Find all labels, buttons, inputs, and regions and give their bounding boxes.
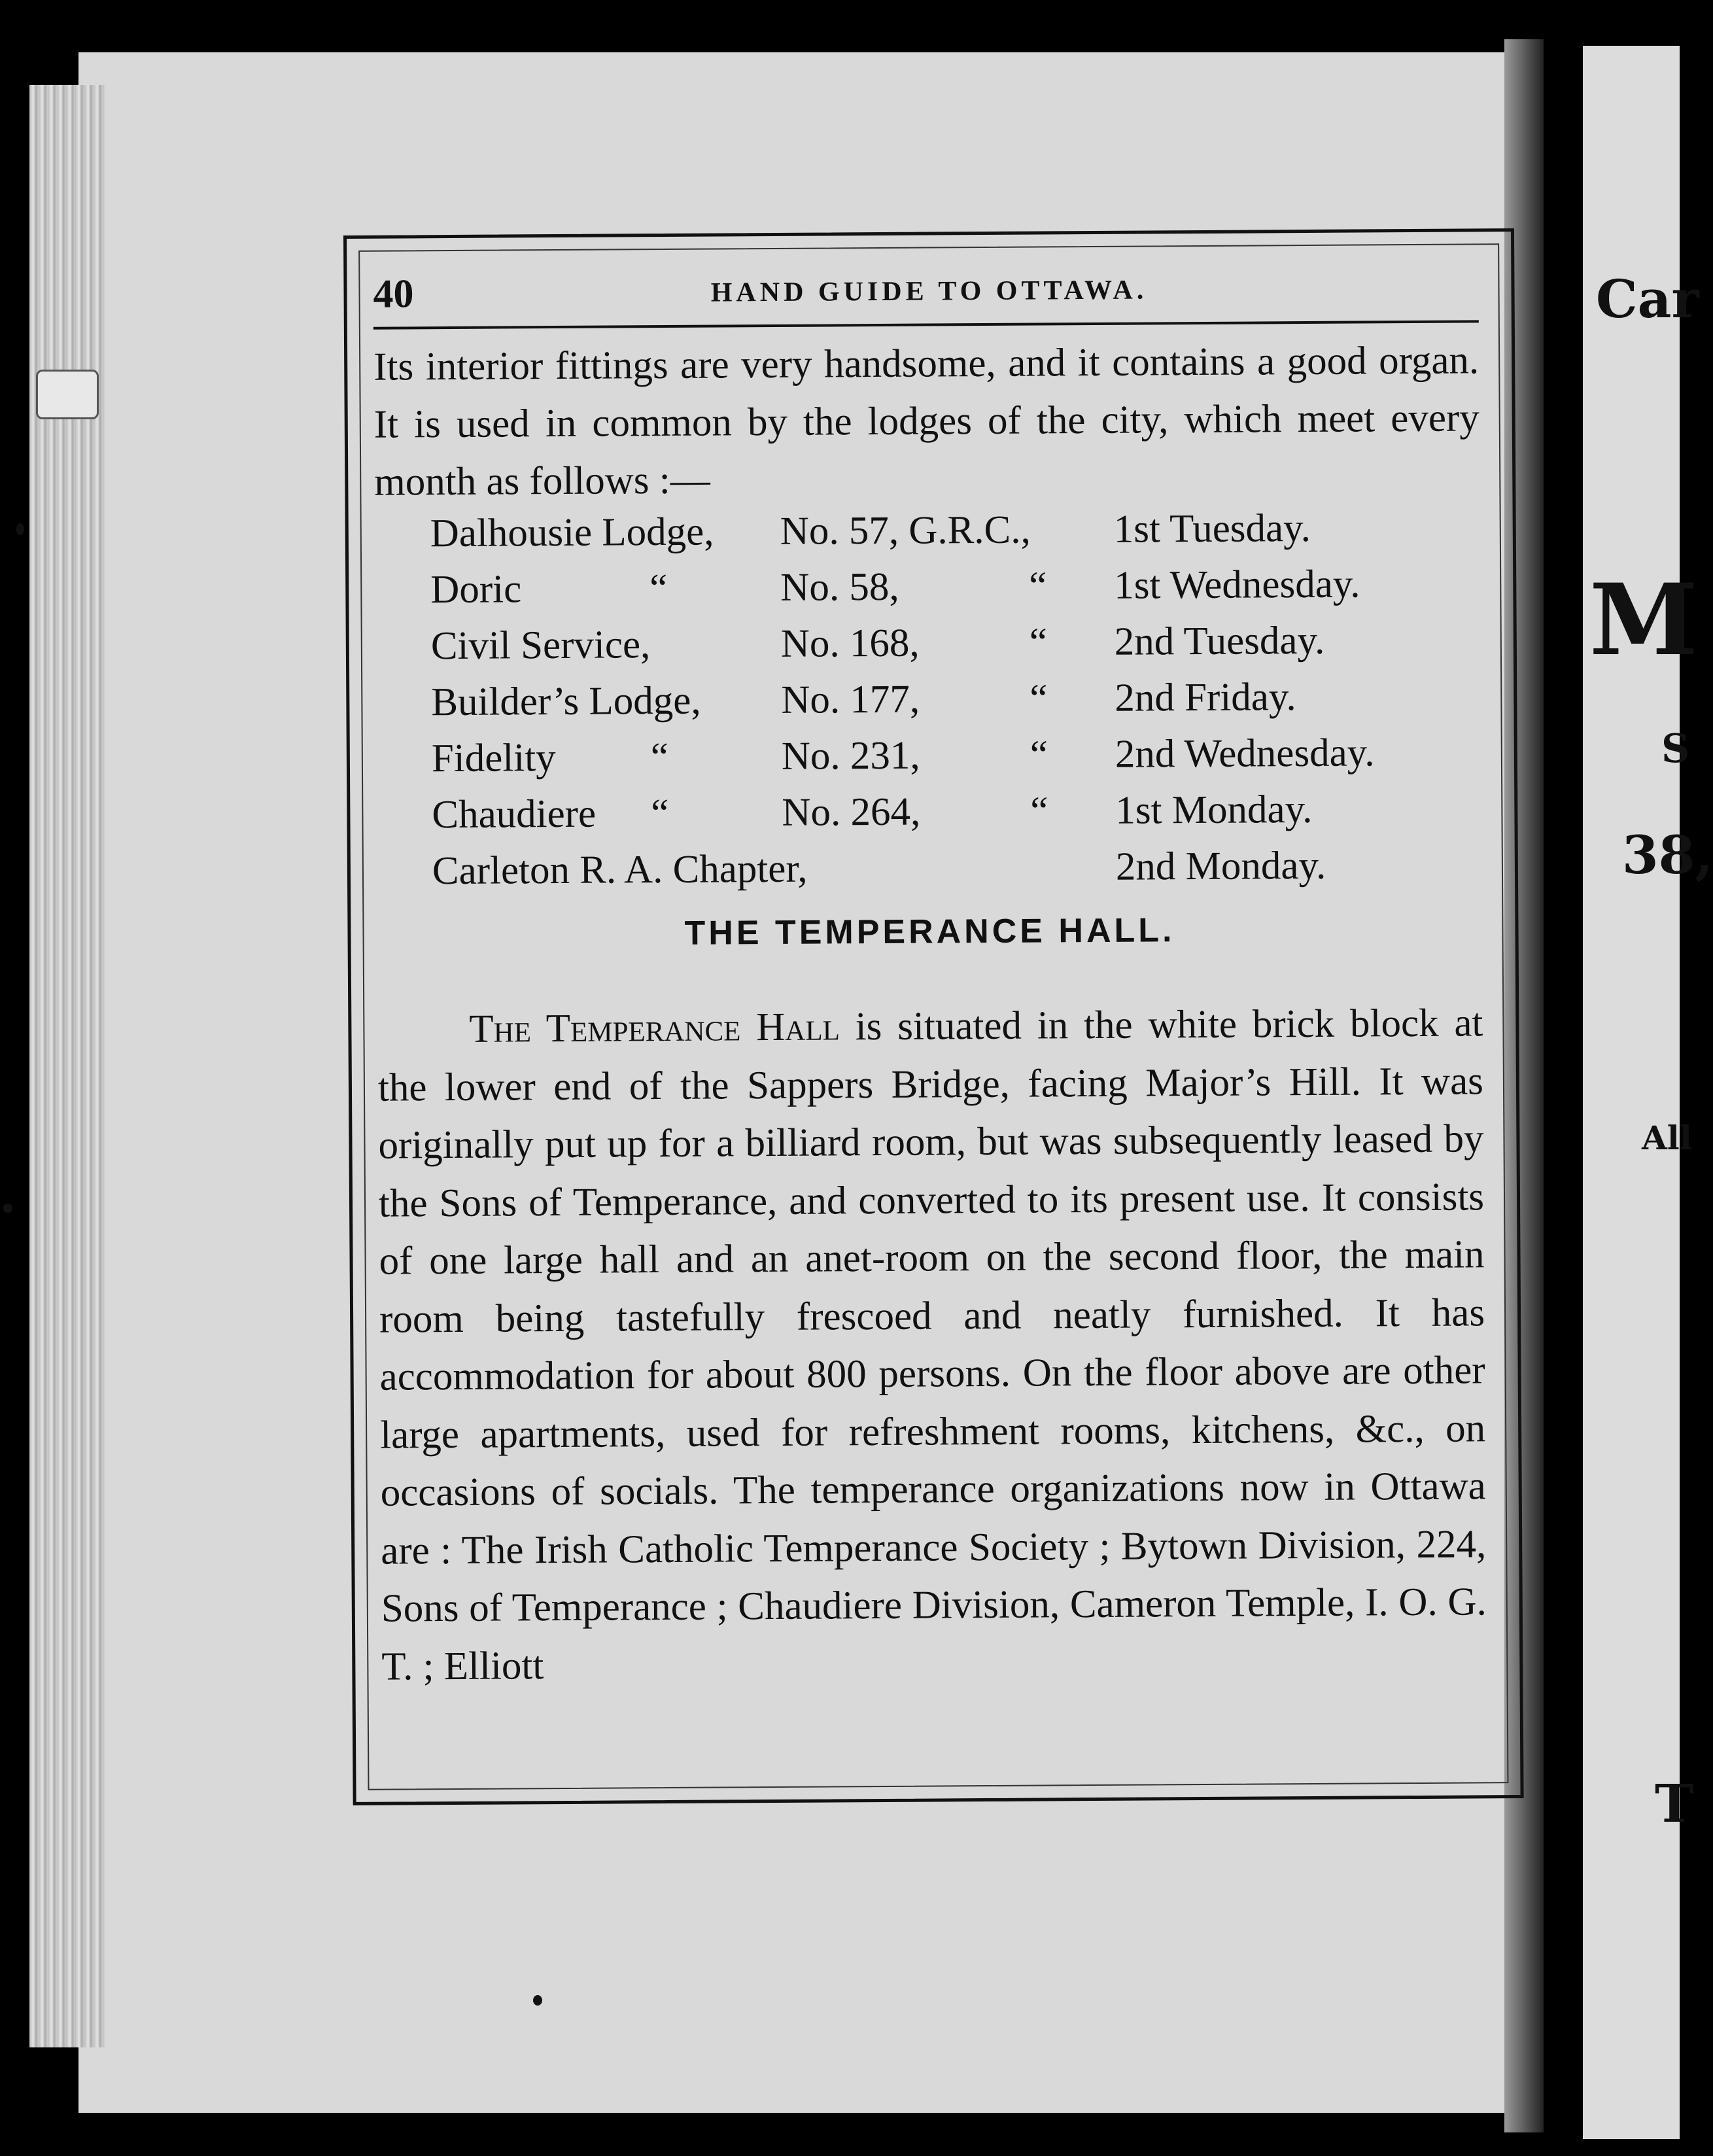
ditto-mark: “: [1029, 564, 1047, 608]
text-block: [373, 258, 1487, 1735]
facing-page-edge: [1583, 46, 1713, 2139]
lodge-name: Doric: [430, 567, 522, 612]
page-header: [373, 258, 1479, 329]
ditto-mark: “: [1029, 620, 1048, 665]
lodge-row: [375, 504, 1480, 567]
temperance-hall-paragraph: [377, 994, 1487, 1695]
lodge-schedule: [375, 504, 1483, 905]
scan-speck: [533, 1995, 542, 2006]
ditto-mark: “: [1030, 676, 1048, 721]
lodge-name: Builder’s Lodge,: [431, 678, 701, 725]
scan-speck: [16, 523, 24, 535]
lodge-name: Civil Service,: [430, 623, 651, 669]
lodge-row: [376, 786, 1481, 848]
lodge-number: No. 168,: [780, 621, 920, 666]
meeting-day: 1st Wednesday.: [1114, 562, 1360, 608]
lodge-name: Fidelity: [431, 736, 556, 781]
facing-fragment-5: All: [1642, 1119, 1692, 1157]
meeting-day: 2nd Friday.: [1115, 675, 1296, 720]
facing-fragment-2: M: [1589, 563, 1699, 678]
paragraph-body: is situated in the white brick block at the lower end of the Sappers Bridge, facing Major’s Hill. It was originally put up for a billiard room, but was subsequently leased by the Sons of Temperance, and converted to its present use. It consists of one large hall and an anet-room on the second floor, the main room being tastefully frescoed and neatly furnished. It has accommodation for about 800 persons. On the floor above are other large apartments, used for refreshment rooms, kitchens, &c., on occasions of socials. The temperance organizations now in Ottawa are : The Irish Catholic Temperance Society ; Bytown Division, 224, Sons of Temperance ; Chaudiere Division, Cameron Temple, I. O. G. T. ; Elliott: [377, 1001, 1487, 1689]
lodge-number: No. 264,: [782, 790, 921, 835]
facing-fragment-6: T: [1655, 1773, 1694, 1834]
facing-fragment-1: Car: [1596, 268, 1699, 330]
meeting-day: 1st Tuesday.: [1113, 506, 1311, 551]
lodge-number: No. 231,: [781, 733, 920, 778]
lodge-name: Dalhousie Lodge,: [430, 510, 714, 556]
meeting-day: 2nd Tuesday.: [1114, 618, 1325, 664]
ditto-mark: “: [650, 735, 669, 780]
lodge-row: [376, 729, 1481, 792]
ditto-mark: “: [649, 566, 668, 611]
intro-paragraph: Its interior fittings are very handsome, and it contains a good organ. It is used in common by the lodges of the city, which meet every month as follows :—: [373, 338, 1479, 504]
bookmark-ribbon: [36, 370, 99, 419]
lodge-row: [375, 561, 1480, 623]
lodge-number: No. 57, G.R.C.,: [780, 508, 1031, 553]
lead-in: The Temperance Hall: [469, 1005, 840, 1051]
ditto-mark: “: [1030, 789, 1048, 833]
facing-fragment-3: S: [1661, 726, 1690, 772]
section-heading: THE TEMPERANCE HALL.: [684, 911, 1175, 952]
meeting-day: 2nd Wednesday.: [1115, 731, 1375, 776]
ditto-mark: “: [651, 791, 669, 836]
lodge-row: [375, 617, 1481, 680]
page-number: 40: [373, 271, 414, 317]
meeting-day: 1st Monday.: [1115, 787, 1313, 833]
running-title: HAND GUIDE TO OTTAWA.: [710, 275, 1148, 308]
lodge-row: [375, 673, 1481, 736]
scan-speck: [3, 1204, 12, 1213]
lodge-number: No. 177,: [781, 677, 920, 722]
lodge-row: [377, 842, 1482, 905]
meeting-day: 2nd Monday.: [1115, 843, 1326, 889]
facing-fragment-4: 38,: [1622, 824, 1713, 886]
lodge-name: Carleton R. A. Chapter,: [432, 846, 808, 894]
lodge-name: Chaudiere: [432, 791, 597, 837]
ditto-mark: “: [1030, 733, 1048, 777]
printed-page-frame: [343, 228, 1524, 1805]
lodge-number: No. 58,: [780, 565, 899, 610]
